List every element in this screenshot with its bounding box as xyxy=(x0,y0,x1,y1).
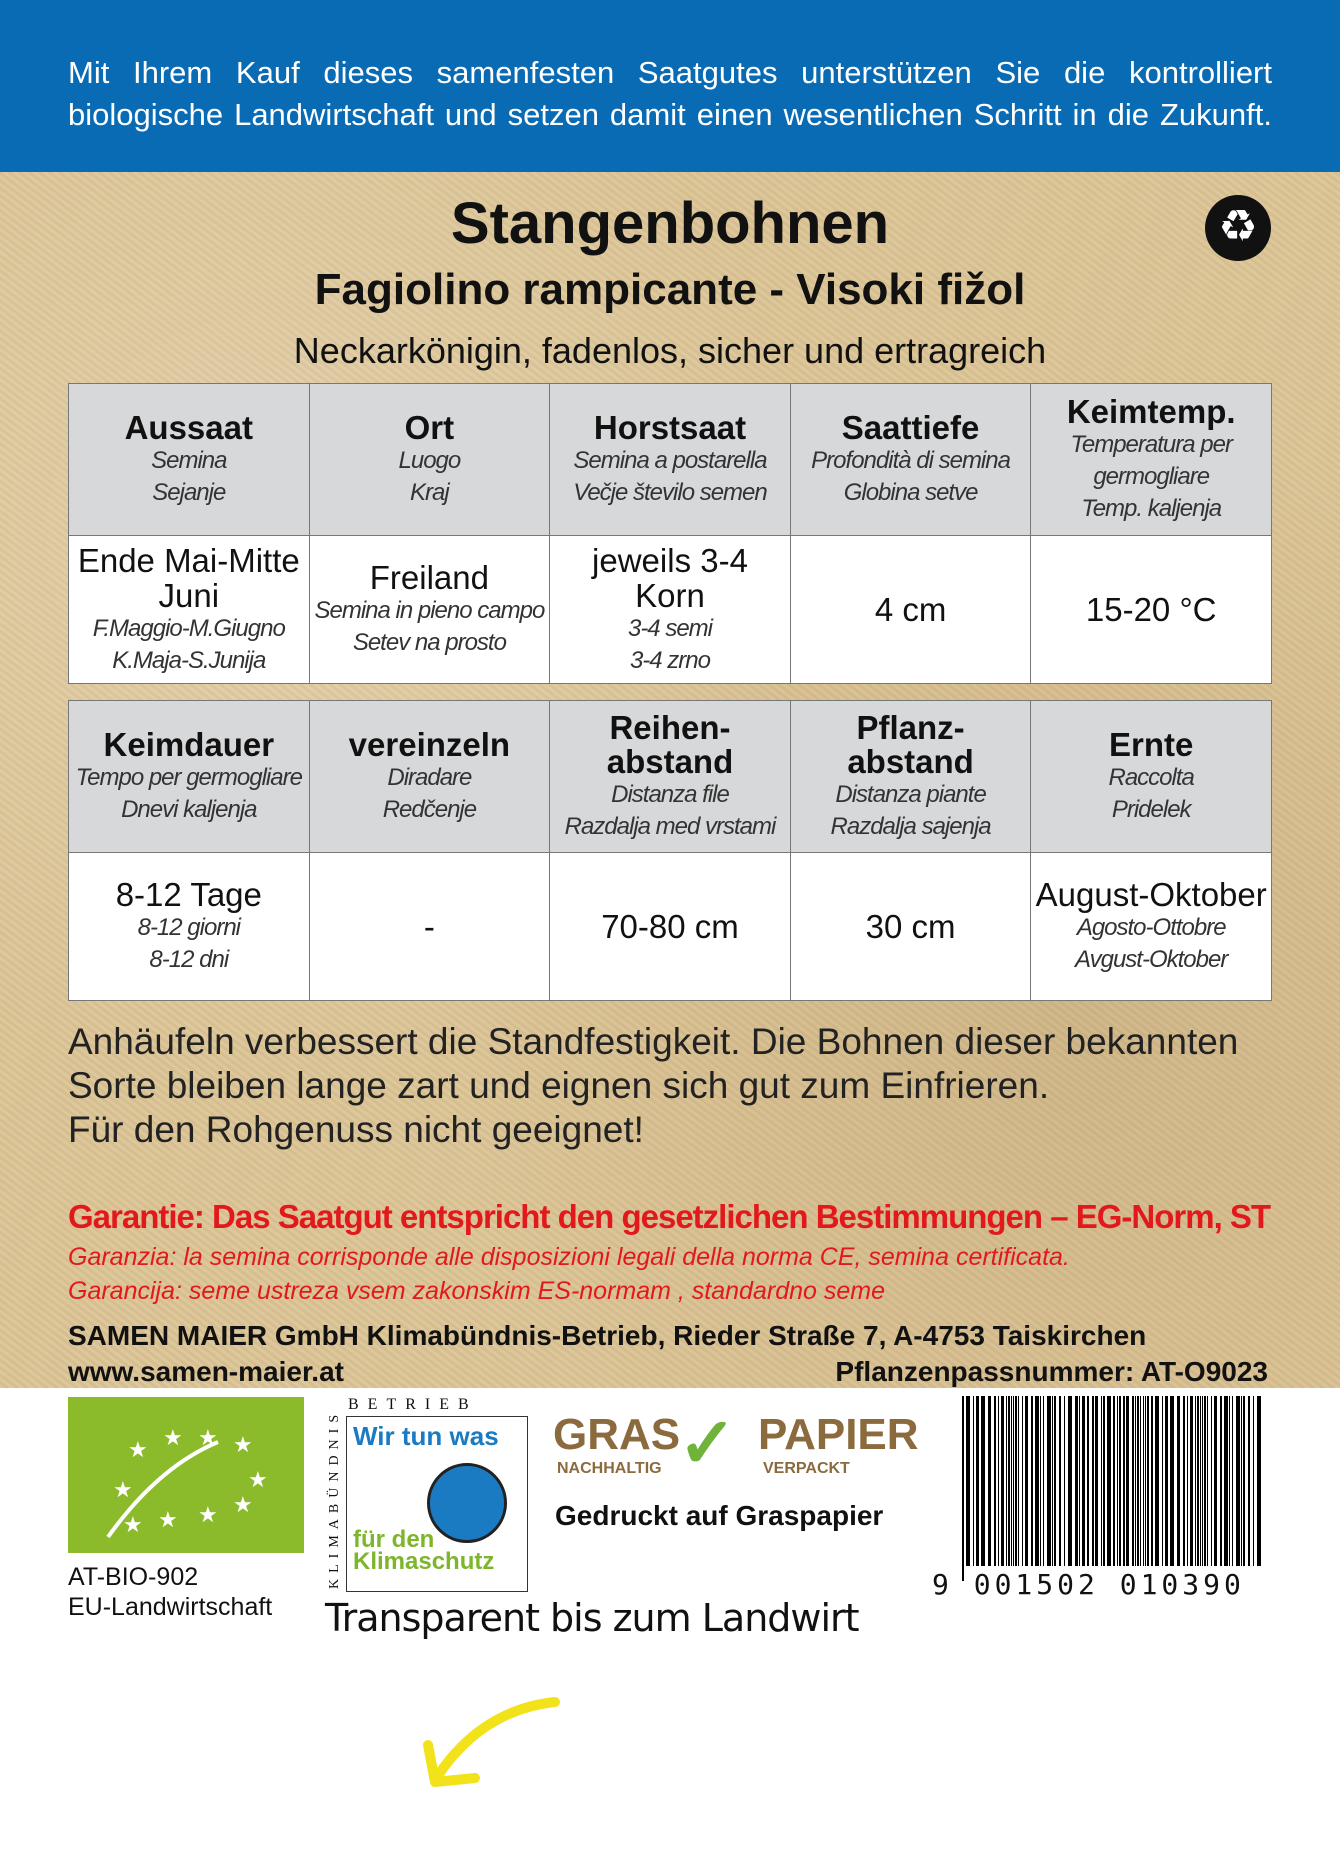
table-cell xyxy=(790,853,1031,1001)
barcode-bars xyxy=(962,1396,1270,1586)
values-row xyxy=(69,536,1272,684)
cell-main: Freiland xyxy=(369,559,489,596)
cell-translation-sl: K.Maja-S.Junija xyxy=(112,646,266,674)
table-cell xyxy=(550,701,791,853)
cell-translation-it: 3-4 semi xyxy=(627,614,712,642)
cell-main: Reihen-abstand xyxy=(606,708,734,780)
cell-main: - xyxy=(423,908,435,945)
cell-translation-it: Semina xyxy=(151,446,227,474)
cell-main: 30 cm xyxy=(865,908,956,945)
barcode-bar xyxy=(1200,1396,1201,1566)
cell-translation-sl: Setev na prosto xyxy=(352,629,506,656)
cell-translation-sl: Pridelek xyxy=(1111,795,1191,823)
guarantee-it: Garanzia: la semina corrisponde alle disposizioni legali della norma CE, semina certificata. xyxy=(68,1243,1070,1271)
barcode-bar xyxy=(1068,1396,1072,1566)
barcode-bar xyxy=(1025,1396,1028,1566)
barcode-bar xyxy=(1229,1396,1230,1566)
page-title: Stangenbohnen xyxy=(450,191,890,256)
cell-main: 15-20 °C xyxy=(1085,591,1217,628)
gras-sub: NACHHALTIG xyxy=(557,1460,662,1477)
barcode-bar xyxy=(1214,1396,1217,1566)
barcode-bar xyxy=(1220,1396,1222,1566)
company-info xyxy=(68,1318,1268,1390)
cell-translation-sl: 8-12 dni xyxy=(149,946,229,973)
values-row xyxy=(69,853,1272,1001)
recycle-icon: ♻ xyxy=(1205,195,1271,261)
barcode-bar xyxy=(994,1396,996,1566)
barcode-bar xyxy=(1035,1396,1039,1566)
barcode-bar xyxy=(1236,1396,1240,1566)
barcode-bar xyxy=(1103,1396,1105,1566)
barcode-bar xyxy=(1211,1396,1212,1566)
barcode-bar xyxy=(1165,1396,1168,1566)
cell-translation-it: Distanza file xyxy=(611,780,729,808)
cell-main: Keimdauer xyxy=(103,725,275,763)
barcode-bar xyxy=(1123,1396,1125,1566)
klimabuendnis-logo xyxy=(326,1396,528,1592)
cell-translation-sl: 3-4 zrno xyxy=(629,646,710,674)
klima-top: BETRIEB xyxy=(348,1396,478,1413)
table-cell xyxy=(309,701,550,853)
barcode xyxy=(932,1396,1270,1601)
barcode-bar xyxy=(1170,1396,1174,1566)
barcode-bar xyxy=(1013,1396,1014,1566)
barcode-bar xyxy=(1107,1396,1111,1566)
gras-word: GRAS xyxy=(553,1410,681,1459)
barcode-bar xyxy=(1011,1396,1012,1566)
barcode-bar xyxy=(1155,1396,1159,1566)
cell-translation-it: F.Maggio-M.Giugno xyxy=(92,614,285,642)
table-cell xyxy=(550,853,791,1001)
tagline: Neckarkönigin, fadenlos, sicher und ertragreich xyxy=(293,330,1047,371)
papier-sub: VERPACKT xyxy=(763,1460,850,1477)
guarantee-translations xyxy=(68,1240,1070,1308)
cell-main: August-Oktober xyxy=(1035,876,1267,913)
cell-translation-it: Raccolta xyxy=(1108,763,1194,791)
slogan: Transparent bis zum Landwirt xyxy=(325,1596,859,1640)
barcode-bar xyxy=(1018,1396,1019,1566)
table-cell xyxy=(69,853,310,1001)
barcode-bar xyxy=(1183,1396,1185,1566)
cell-main: 8-12 Tage xyxy=(115,876,262,913)
cell-translation-it: Profondità di semina xyxy=(811,446,1010,474)
barcode-bar xyxy=(1006,1396,1007,1566)
cell-translation-it: Tempo per germogliare xyxy=(75,763,302,791)
cell-translation-sl: Sejanje xyxy=(152,478,226,506)
barcode-bar xyxy=(976,1396,979,1566)
cell-translation-sl: Globina setve xyxy=(843,478,978,506)
barcode-bar xyxy=(1132,1396,1134,1566)
printed-on-grass-paper: Gedruckt auf Graspapier xyxy=(555,1500,884,1531)
eu-origin: EU-Landwirtschaft xyxy=(68,1593,273,1621)
cell-translation-sl: Avgust-Oktober xyxy=(1075,946,1228,973)
cell-translation-it: Agosto-Ottobre xyxy=(1076,914,1226,941)
cell-translation-it: Diradare xyxy=(387,763,472,791)
company-address: SAMEN MAIER GmbH Klimabündnis-Betrieb, Rieder Straße 7, A-4753 Taiskirchen xyxy=(68,1320,1147,1351)
checkmark-icon: ✓ xyxy=(678,1404,737,1482)
barcode-bar xyxy=(1204,1396,1206,1566)
table-cell xyxy=(309,536,550,684)
barcode-bar xyxy=(1001,1396,1004,1566)
cell-main: Ort xyxy=(404,408,455,446)
barcode-bar xyxy=(1075,1396,1078,1566)
description-line: Anhäufeln verbessert die Standfestigkeit. Die Bohnen dieser bekannten xyxy=(68,1021,1239,1062)
klima-side: KLIMABÜNDNIS xyxy=(327,1408,342,1589)
barcode-bar xyxy=(1151,1396,1153,1566)
barcode-bar xyxy=(1022,1396,1023,1566)
papier-word: PAPIER xyxy=(758,1410,919,1459)
barcode-bar xyxy=(966,1396,970,1566)
table-cell xyxy=(790,536,1031,684)
cell-main: vereinzeln xyxy=(348,725,511,763)
barcode-bar xyxy=(981,1396,985,1566)
barcode-bar xyxy=(1197,1396,1199,1566)
barcode-bar xyxy=(1224,1396,1228,1566)
table-cell xyxy=(790,701,1031,853)
cell-main: 4 cm xyxy=(874,591,947,628)
barcode-bar xyxy=(1079,1396,1080,1566)
barcode-bar xyxy=(1047,1396,1051,1566)
barcode-bar xyxy=(1095,1396,1098,1566)
barcode-bar xyxy=(1248,1396,1250,1566)
cell-main: Ernte xyxy=(1109,725,1194,763)
barcode-bar xyxy=(1195,1396,1196,1566)
barcode-bar xyxy=(998,1396,999,1566)
description-line: Sorte bleiben lange zart und eignen sich gut zum Einfrieren. xyxy=(68,1065,1050,1106)
barcode-bar xyxy=(1101,1396,1102,1566)
barcode-bar xyxy=(1162,1396,1163,1566)
description-line: Für den Rohgenuss nicht geeignet! xyxy=(68,1109,644,1150)
cell-main: Horstsaat xyxy=(593,408,747,446)
description xyxy=(68,1020,1278,1152)
barcode-bar xyxy=(1140,1396,1141,1566)
barcode-bar xyxy=(1031,1396,1033,1566)
barcode-bar xyxy=(1054,1396,1056,1566)
cell-translation-it: Semina a postarella xyxy=(573,446,767,474)
company-website[interactable]: www.samen-maier.at xyxy=(68,1356,344,1387)
header-row xyxy=(69,701,1272,853)
barcode-bar xyxy=(1052,1396,1053,1566)
barcode-bar xyxy=(1257,1396,1261,1566)
table-cell xyxy=(1031,384,1272,536)
barcode-bar xyxy=(1202,1396,1203,1566)
barcode-bar xyxy=(1126,1396,1129,1566)
barcode-bar xyxy=(973,1396,974,1566)
barcode-bar xyxy=(1243,1396,1245,1566)
table-cell xyxy=(69,536,310,684)
table-cell xyxy=(1031,536,1272,684)
cell-translation-sl: Večje število semen xyxy=(573,478,767,506)
cell-main: 70-80 cm xyxy=(601,908,739,945)
table-cell xyxy=(550,384,791,536)
barcode-bar xyxy=(988,1396,991,1566)
cell-translation-it: Distanza piante xyxy=(835,780,986,808)
cell-translation-it: 8-12 giorni xyxy=(137,914,240,941)
barcode-bar xyxy=(1241,1396,1242,1566)
barcode-bar xyxy=(1190,1396,1193,1566)
subtitle: Fagiolino rampicante - Visoki fižol xyxy=(314,265,1026,314)
barcode-number: 9 001502 010390 xyxy=(932,1568,1245,1601)
cell-translation-sl: Razdalja sajenja xyxy=(830,812,991,840)
barcode-bar xyxy=(1117,1396,1118,1566)
klima-line2: für den Klimaschutz xyxy=(353,1526,495,1575)
cell-main: Keimtemp. xyxy=(1066,392,1236,430)
eu-code: AT-BIO-902 xyxy=(68,1563,199,1591)
table-cell xyxy=(550,536,791,684)
cell-translation-it: Temperatura per germogliare xyxy=(1070,430,1232,490)
table-cell xyxy=(69,701,310,853)
cell-main: Pflanz-abstand xyxy=(847,708,974,780)
sowing-table xyxy=(68,383,1272,684)
barcode-bar xyxy=(962,1396,964,1581)
cell-translation-sl: Temp. kaljenja xyxy=(1081,494,1222,522)
barcode-bar xyxy=(1082,1396,1085,1566)
barcode-bar xyxy=(1177,1396,1180,1566)
cell-translation-sl: Kraj xyxy=(410,478,449,506)
barcode-bar xyxy=(1087,1396,1089,1566)
guarantee-sl: Garancija: seme ustreza vsem zakonskim ES-normam , standardno seme xyxy=(68,1277,885,1305)
growing-table xyxy=(68,700,1272,1001)
barcode-bar xyxy=(1137,1396,1139,1566)
table-cell xyxy=(1031,701,1272,853)
header-row xyxy=(69,384,1272,536)
barcode-bar xyxy=(1064,1396,1065,1566)
table-cell xyxy=(1031,853,1272,1001)
table-cell xyxy=(309,384,550,536)
cell-translation-it: Semina in pieno campo xyxy=(314,597,545,624)
barcode-bar xyxy=(1145,1396,1146,1566)
cell-main: jeweils 3-4 Korn xyxy=(592,541,748,614)
cell-main: Saattiefe xyxy=(841,408,980,446)
banner: Mit Ihrem Kauf dieses samenfesten Saatgutes unterstützen Sie die kontrolliert biologische Landwirtschaft und setzen damit einen wesentlichen Schritt in die Zukunft. xyxy=(0,0,1340,172)
table-cell xyxy=(309,853,550,1001)
cell-translation-sl: Redčenje xyxy=(382,795,477,823)
arrow-icon xyxy=(420,1690,560,1800)
barcode-bar xyxy=(1119,1396,1121,1566)
barcode-bar xyxy=(1147,1396,1149,1566)
eu-organic-logo: ★ ★ ★ ★ ★ ★ ★ ★ ★ ★ xyxy=(68,1397,304,1553)
barcode-bar xyxy=(1008,1396,1010,1566)
table-cell xyxy=(790,384,1031,536)
table-cell xyxy=(69,384,310,536)
barcode-bar xyxy=(1059,1396,1061,1566)
klima-line1: Wir tun was xyxy=(353,1421,499,1451)
cell-translation-sl: Dnevi kaljenja xyxy=(121,795,257,823)
barcode-bar xyxy=(1015,1396,1017,1566)
barcode-bar xyxy=(1232,1396,1233,1566)
barcode-bar xyxy=(1143,1396,1144,1566)
barcode-bar xyxy=(1207,1396,1208,1566)
barcode-bar xyxy=(1187,1396,1188,1566)
guarantee-de: Garantie: Das Saatgut entspricht den gesetzlichen Bestimmungen – EG-Norm, ST xyxy=(68,1198,1271,1235)
cell-translation-it: Luogo xyxy=(398,446,461,474)
plant-passport: Pflanzenpassnummer: AT-O9023 xyxy=(835,1356,1268,1387)
barcode-bar xyxy=(1043,1396,1044,1566)
barcode-bar xyxy=(1092,1396,1094,1566)
barcode-bar xyxy=(1040,1396,1041,1566)
cell-main: Ende Mai-Mitte Juni xyxy=(77,541,300,614)
eu-organic-code xyxy=(68,1562,272,1622)
cell-translation-sl: Razdalja med vrstami xyxy=(564,812,776,840)
barcode-bar xyxy=(1253,1396,1254,1566)
barcode-bar xyxy=(1135,1396,1136,1566)
barcode-bar xyxy=(1113,1396,1115,1566)
cell-main: Aussaat xyxy=(124,408,253,446)
